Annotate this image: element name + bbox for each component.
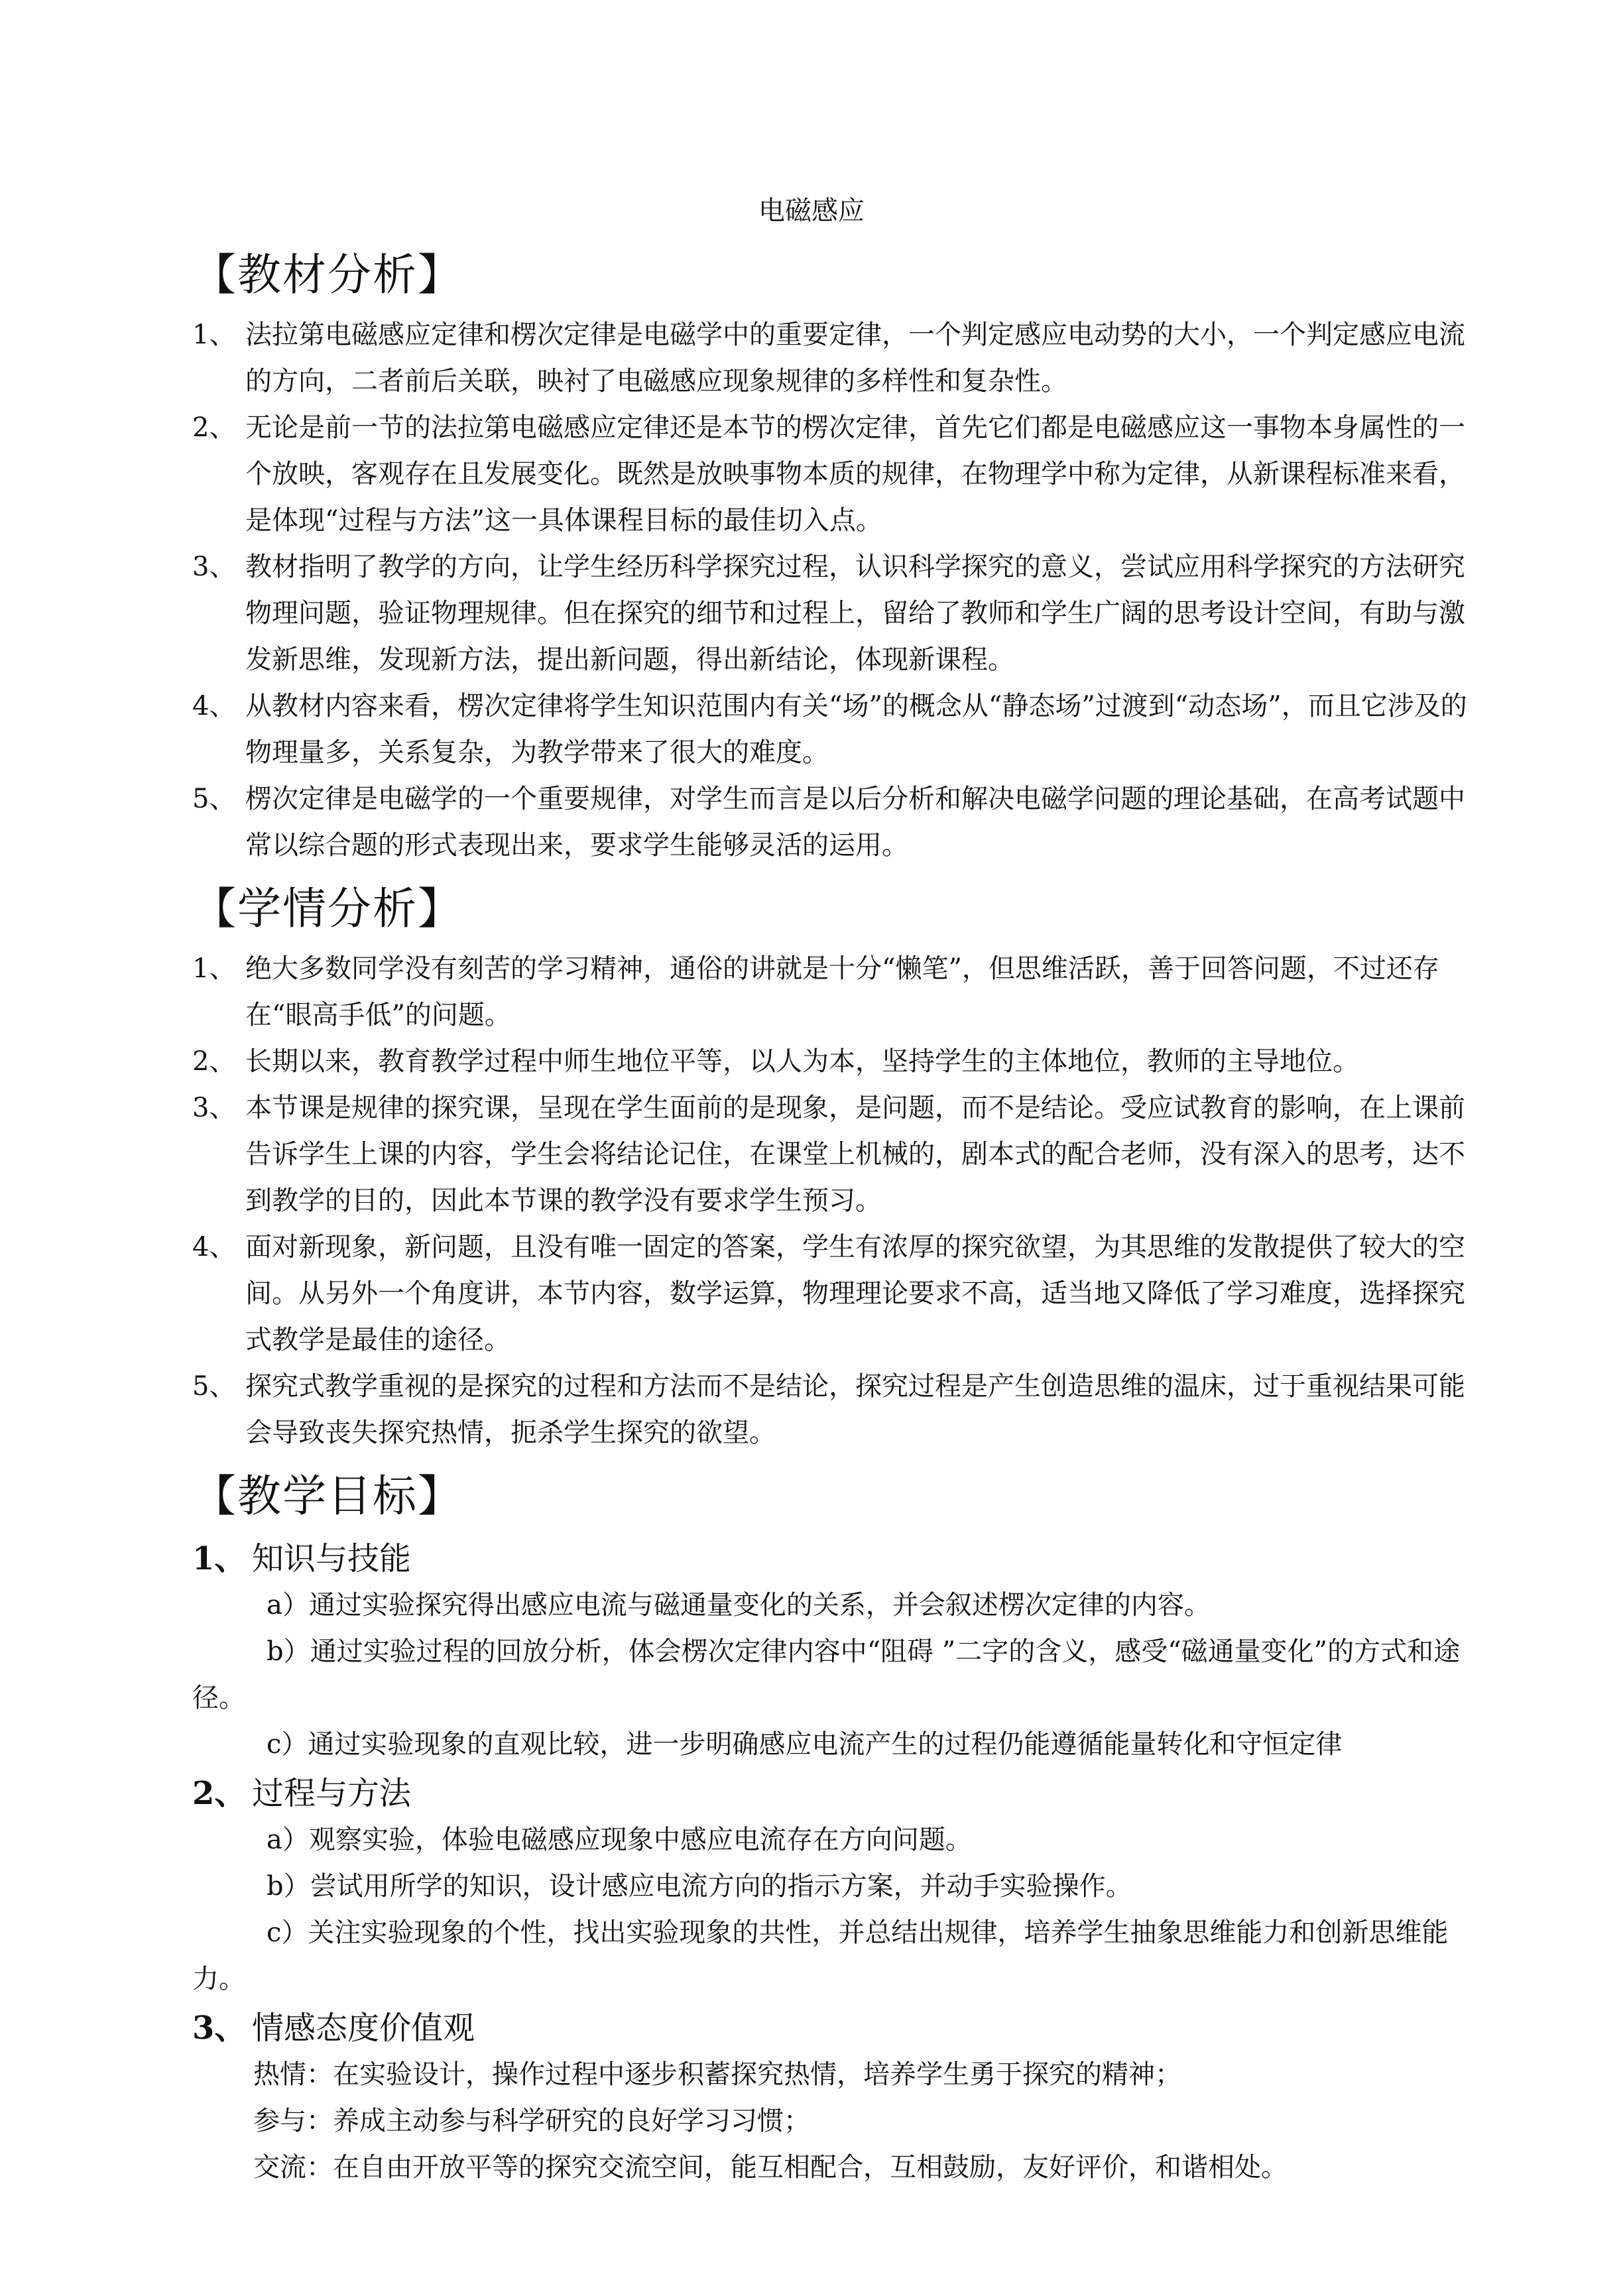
learner-analysis-list <box>192 945 1472 1456</box>
goal-group-title: 情感态度价值观 <box>252 2010 475 2047</box>
item-text: 楞次定律是电磁学的一个重要规律，对学生而言是以后分析和解决电磁学问题的理论基础，在高考试题中常以综合题的形式表现出来，要求学生能够灵活的运用。 <box>245 784 1465 861</box>
goal-group-title: 知识与技能 <box>252 1540 412 1577</box>
list-item <box>192 1224 1472 1363</box>
item-number: 3、 <box>192 552 236 582</box>
list-item <box>192 683 1472 776</box>
item-number: 4、 <box>192 1232 236 1262</box>
document-body <box>192 239 1472 2191</box>
goal-item: c）通过实验现象的直观比较，进一步明确感应电流产生的过程仍能遵循能量转化和守恒定律 <box>267 1729 1343 1760</box>
goal-group-number: 3、 <box>192 2010 247 2047</box>
textbook-analysis-list <box>192 312 1472 869</box>
item-number: 2、 <box>192 412 236 443</box>
goal-item: a）通过实验探究得出感应电流与磁通量变化的关系，并会叙述楞次定律的内容。 <box>267 1590 1211 1620</box>
goal-group-title: 过程与方法 <box>252 1775 412 1812</box>
goal-item: 热情：在实验设计，操作过程中逐步积蓄探究热情，培养学生勇于探究的精神； <box>253 2059 1181 2090</box>
section-heading-learner-analysis: 【学情分析】 <box>192 883 463 934</box>
section-heading-teaching-goals: 【教学目标】 <box>192 1471 463 1522</box>
goal-item: c）关注实验现象的个性，找出实验现象的共性，并总结出规律，培养学生抽象思维能力和创新思维能力。 <box>192 1917 1449 1994</box>
item-text: 本节课是规律的探究课，呈现在学生面前的是现象，是问题，而不是结论。受应试教育的影响，在上课前告诉学生上课的内容，学生会将结论记住，在课堂上机械的，剧本式的配合老师，没有深入的思考，达不到教学的目的，因此本节课的教学没有要求学生预习。 <box>245 1093 1465 1216</box>
item-text: 教材指明了教学的方向，让学生经历科学探究过程，认识科学探究的意义，尝试应用科学探究的方法研究物理问题，验证物理规律。但在探究的细节和过程上，留给了教师和学生广阔的思考设计空间，有助与激发新思维，发现新方法，提出新问题，得出新结论，体现新课程。 <box>245 552 1465 675</box>
goal-item: a）观察实验，体验电磁感应现象中感应电流存在方向问题。 <box>267 1825 972 1855</box>
item-text: 长期以来，教育教学过程中师生地位平等，以人为本，坚持学生的主体地位，教师的主导地位。 <box>245 1046 1359 1077</box>
item-number: 5、 <box>192 784 236 814</box>
goal-item: 交流：在自由开放平等的探究交流空间，能互相配合，互相鼓励，友好评价，和谐相处。 <box>253 2152 1288 2183</box>
item-number: 3、 <box>192 1093 236 1123</box>
list-item <box>192 945 1472 1038</box>
item-text: 面对新现象，新问题，且没有唯一固定的答案，学生有浓厚的探究欲望，为其思维的发散提供了较大的空间。从另外一个角度讲，本节内容，数学运算，物理理论要求不高，适当地又降低了学习难度，选择探究式教学是最佳的途径。 <box>245 1232 1465 1355</box>
item-number: 2、 <box>192 1046 236 1077</box>
section-heading-textbook-analysis: 【教材分析】 <box>192 249 463 300</box>
goal-item: 参与：养成主动参与科学研究的良好学习习惯； <box>253 2106 810 2136</box>
item-number: 4、 <box>192 691 236 721</box>
goal-item: b）通过实验过程的回放分析，体会楞次定律内容中“阻碍 ”二字的含义，感受“磁通量变化”的方式和途径。 <box>192 1636 1461 1713</box>
list-item <box>192 776 1472 869</box>
goal-item: b）尝试用所学的知识，设计感应电流方向的指示方案，并动手实验操作。 <box>267 1871 1132 1902</box>
item-text: 法拉第电磁感应定律和楞次定律是电磁学中的重要定律，一个判定感应电动势的大小，一个判定感应电流的方向，二者前后关联，映衬了电磁感应现象规律的多样性和复杂性。 <box>245 320 1465 396</box>
list-item <box>192 1363 1472 1456</box>
item-text: 绝大多数同学没有刻苦的学习精神，通俗的讲就是十分“懒笔”，但思维活跃，善于回答问题，不过还存在“眼高手低”的问题。 <box>245 953 1439 1030</box>
list-item <box>192 544 1472 683</box>
item-text: 探究式教学重视的是探究的过程和方法而不是结论，探究过程是产生创造思维的温床，过于重视结果可能会导致丧失探究热情，扼杀学生探究的欲望。 <box>245 1371 1465 1448</box>
list-item <box>192 404 1472 544</box>
item-number: 1、 <box>192 953 236 984</box>
list-item <box>192 1085 1472 1224</box>
goal-group-number: 1、 <box>192 1540 247 1577</box>
goal-group-heading <box>192 1536 1472 1582</box>
item-text: 无论是前一节的法拉第电磁感应定律还是本节的楞次定律，首先它们都是电磁感应这一事物本身属性的一个放映，客观存在且发展变化。既然是放映事物本质的规律，在物理学中称为定律，从新课程标准来看，是体现“过程与方法”这一具体课程目标的最佳切入点。 <box>245 412 1465 536</box>
goal-group-heading <box>192 1770 1472 1817</box>
item-text: 从教材内容来看，楞次定律将学生知识范围内有关“场”的概念从“静态场”过渡到“动态场”，而且它涉及的物理量多，关系复杂，为教学带来了很大的难度。 <box>245 691 1467 768</box>
goal-group-number: 2、 <box>192 1775 247 1812</box>
document-title: 电磁感应 <box>758 196 865 226</box>
list-item <box>192 1038 1472 1085</box>
list-item <box>192 312 1472 404</box>
goal-group-heading <box>192 2005 1472 2051</box>
item-number: 5、 <box>192 1371 236 1402</box>
item-number: 1、 <box>192 320 236 350</box>
